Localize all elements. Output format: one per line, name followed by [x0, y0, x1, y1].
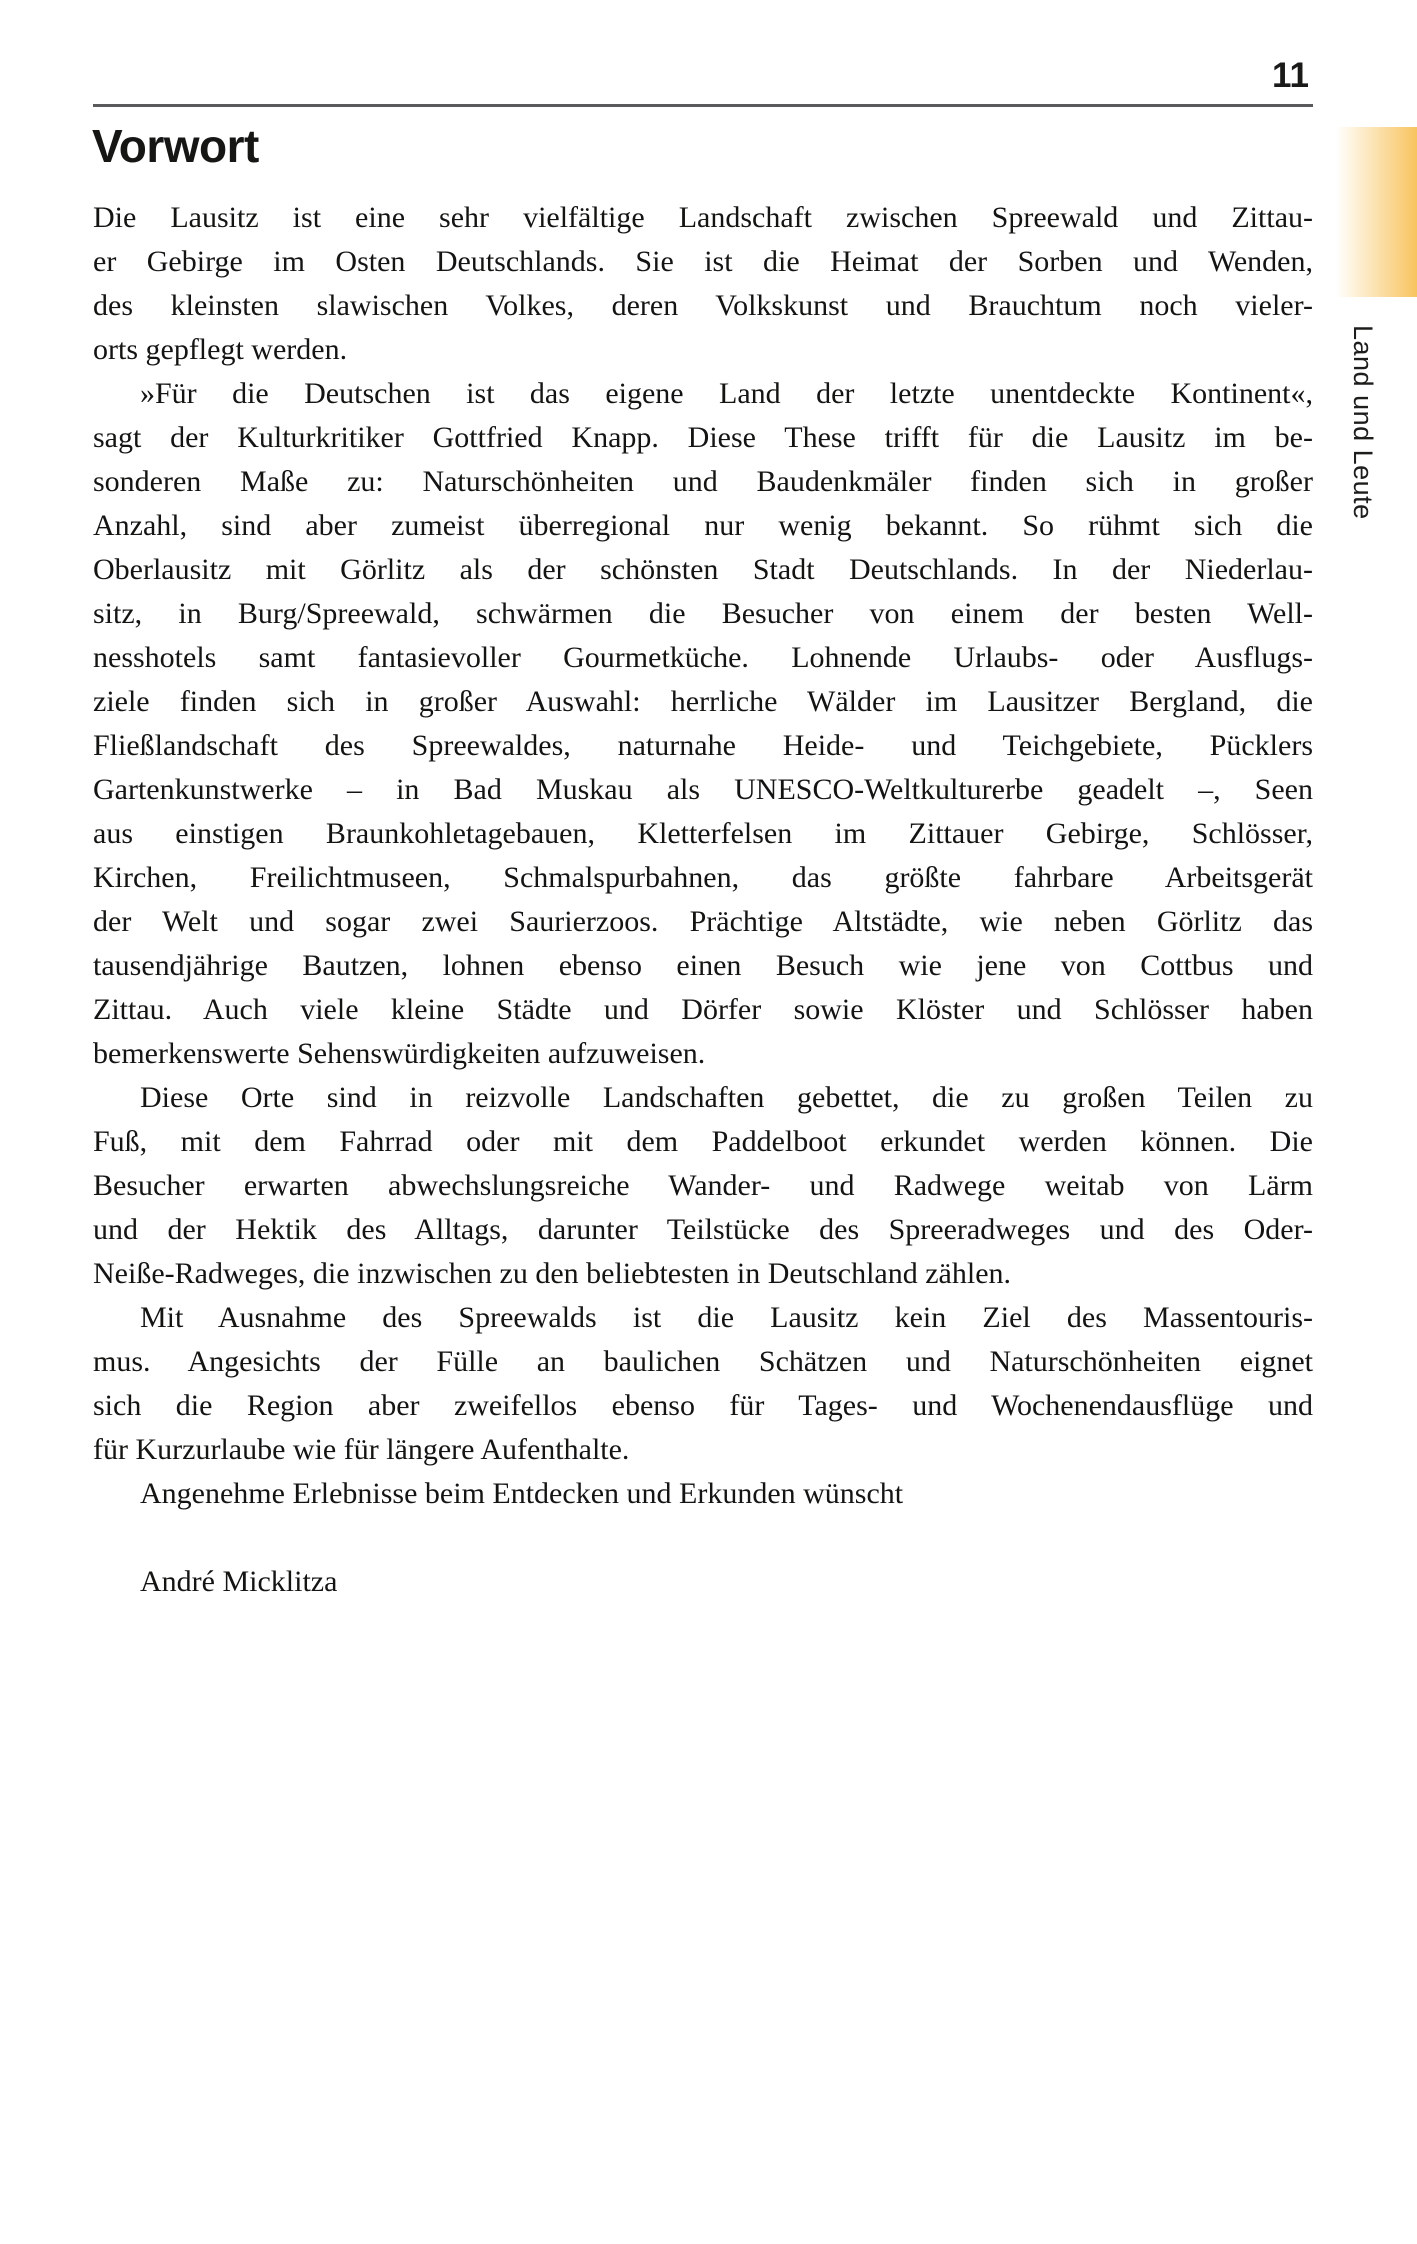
body-line: Zittau. Auch viele kleine Städte und Dörfer sowie Klöster und Schlösser haben: [93, 993, 1313, 1026]
body-line: »Für die Deutschen ist das eigene Land der letzte unentdeckte Kontinent«,: [140, 377, 1313, 410]
body-line: Kirchen, Freilichtmuseen, Schmalspurbahnen, das größte fahrbare Arbeitsgerät: [93, 861, 1313, 894]
body-line: Mit Ausnahme des Spreewalds ist die Lausitz kein Ziel des Massentouris-: [140, 1301, 1313, 1334]
body-line: tausendjährige Bautzen, lohnen ebenso einen Besuch wie jene von Cottbus und: [93, 949, 1313, 982]
body-line: sitz, in Burg/Spreewald, schwärmen die Besucher von einem der besten Well-: [93, 597, 1313, 630]
page-title: Vorwort: [92, 120, 259, 172]
header-rule: [93, 104, 1313, 107]
body-line: sich die Region aber zweifellos ebenso für Tages- und Wochenendausflüge und: [93, 1389, 1313, 1422]
body-line: ziele finden sich in großer Auswahl: herrliche Wälder im Lausitzer Bergland, die: [93, 685, 1313, 718]
section-tab-marker: [1336, 127, 1417, 297]
body-line: Fuß, mit dem Fahrrad oder mit dem Paddelboot erkundet werden können. Die: [93, 1125, 1313, 1158]
body-line: des kleinsten slawischen Volkes, deren Volkskunst und Brauchtum noch vieler-: [93, 289, 1313, 322]
body-line: nesshotels samt fantasievoller Gourmetküche. Lohnende Urlaubs- oder Ausflugs-: [93, 641, 1313, 674]
body-line: Diese Orte sind in reizvolle Landschaften gebettet, die zu großen Teilen zu: [140, 1081, 1313, 1114]
body-line: aus einstigen Braunkohletagebauen, Kletterfelsen im Zittauer Gebirge, Schlösser,: [93, 817, 1313, 850]
body-line: Die Lausitz ist eine sehr vielfältige Landschaft zwischen Spreewald und Zittau-: [93, 201, 1313, 234]
body-line: und der Hektik des Alltags, darunter Teilstücke des Spreeradweges und des Oder-: [93, 1213, 1313, 1246]
body-line: mus. Angesichts der Fülle an baulichen Schätzen und Naturschönheiten eignet: [93, 1345, 1313, 1378]
page-number: 11: [1272, 56, 1309, 95]
body-line: der Welt und sogar zwei Saurierzoos. Prächtige Altstädte, wie neben Görlitz das: [93, 905, 1313, 938]
body-line: Oberlausitz mit Görlitz als der schönsten Stadt Deutschlands. In der Niederlau-: [93, 553, 1313, 586]
body-line: Angenehme Erlebnisse beim Entdecken und Erkunden wünscht: [140, 1477, 904, 1510]
body-line: sagt der Kulturkritiker Gottfried Knapp. Diese These trifft für die Lausitz im be-: [93, 421, 1313, 454]
author-signature: André Micklitza: [140, 1565, 338, 1598]
body-line: Fließlandschaft des Spreewaldes, naturnahe Heide- und Teichgebiete, Pücklers: [93, 729, 1313, 762]
body-line: für Kurzurlaube wie für längere Aufenthalte.: [93, 1433, 630, 1466]
body-line: Anzahl, sind aber zumeist überregional nur wenig bekannt. So rühmt sich die: [93, 509, 1313, 542]
body-line: sonderen Maße zu: Naturschönheiten und Baudenkmäler finden sich in großer: [93, 465, 1313, 498]
body-text: [93, 196, 1313, 1604]
body-line: orts gepflegt werden.: [93, 333, 348, 366]
body-line: er Gebirge im Osten Deutschlands. Sie ist die Heimat der Sorben und Wenden,: [93, 245, 1313, 278]
body-line: Gartenkunstwerke – in Bad Muskau als UNESCO-Weltkulturerbe geadelt –, Seen: [93, 773, 1313, 806]
section-tab-label: Land und Leute: [1348, 325, 1378, 520]
body-line: Besucher erwarten abwechslungsreiche Wander- und Radwege weitab von Lärm: [93, 1169, 1313, 1202]
body-line: bemerkenswerte Sehenswürdigkeiten aufzuweisen.: [93, 1037, 706, 1070]
body-line: Neiße-Radweges, die inzwischen zu den beliebtesten in Deutschland zählen.: [93, 1257, 1012, 1290]
